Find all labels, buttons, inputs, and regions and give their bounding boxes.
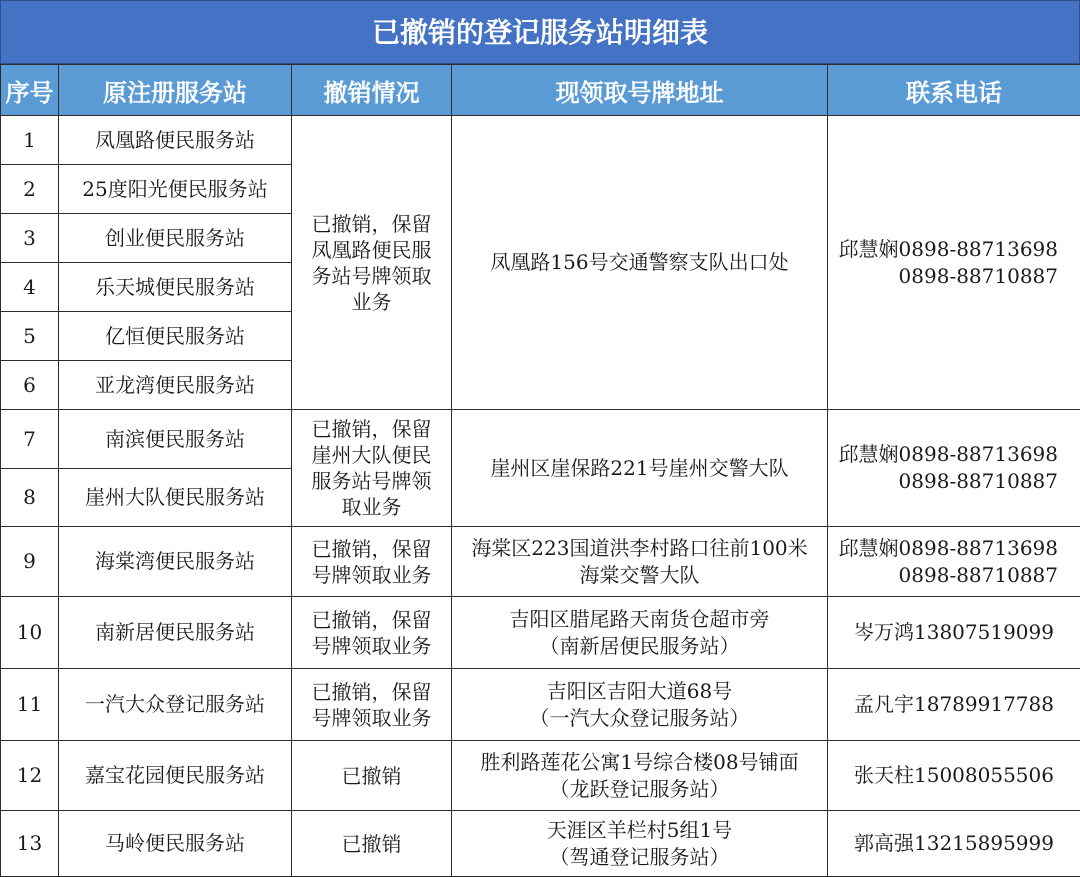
row-address bbox=[452, 527, 828, 597]
row-station: 亚龙湾便民服务站 bbox=[59, 361, 292, 410]
row-seq: 6 bbox=[1, 361, 59, 410]
row-station: 亿恒便民服务站 bbox=[59, 312, 292, 361]
row-seq: 5 bbox=[1, 312, 59, 361]
table-row bbox=[1, 741, 1080, 811]
table-row bbox=[1, 116, 1080, 165]
contact-line: 0898-88710887 bbox=[832, 468, 1058, 495]
row-contact bbox=[828, 527, 1080, 597]
table-title: 已撤销的登记服务站明细表 bbox=[0, 0, 1080, 64]
row-seq: 7 bbox=[1, 410, 59, 469]
row-status: 已撤销，保留崖州大队便民服务站号牌领取业务 bbox=[292, 410, 452, 527]
column-header-seq: 序号 bbox=[1, 65, 59, 116]
address-line: 海棠区223国道洪李村路口往前100米 bbox=[456, 535, 823, 562]
table-row bbox=[1, 410, 1080, 469]
address-line: （龙跃登记服务站） bbox=[456, 776, 823, 803]
row-seq: 1 bbox=[1, 116, 59, 165]
row-status: 已撤销 bbox=[292, 811, 452, 877]
column-header-address: 现领取号牌地址 bbox=[452, 65, 828, 116]
row-contact: 孟凡宇18789917788 bbox=[828, 669, 1080, 741]
row-address bbox=[452, 669, 828, 741]
row-address: 崖州区崖保路221号崖州交警大队 bbox=[452, 410, 828, 527]
column-header-station: 原注册服务站 bbox=[59, 65, 292, 116]
row-seq: 9 bbox=[1, 527, 59, 597]
row-station: 崖州大队便民服务站 bbox=[59, 469, 292, 527]
row-station: 马岭便民服务站 bbox=[59, 811, 292, 877]
address-line: 海棠交警大队 bbox=[456, 562, 823, 589]
row-contact: 岑万鸿13807519099 bbox=[828, 597, 1080, 669]
contact-line: 邱慧娴0898-88713698 bbox=[832, 535, 1058, 562]
column-header-status: 撤销情况 bbox=[292, 65, 452, 116]
row-seq: 2 bbox=[1, 165, 59, 214]
row-status: 已撤销，保留号牌领取业务 bbox=[292, 527, 452, 597]
row-address: 凤凰路156号交通警察支队出口处 bbox=[452, 116, 828, 410]
table-row bbox=[1, 527, 1080, 597]
row-seq: 13 bbox=[1, 811, 59, 877]
table-row bbox=[1, 669, 1080, 741]
row-status: 已撤销 bbox=[292, 741, 452, 811]
address-line: （驾通登记服务站） bbox=[456, 844, 823, 871]
column-header-contact: 联系电话 bbox=[828, 65, 1080, 116]
row-seq: 12 bbox=[1, 741, 59, 811]
table-row bbox=[1, 811, 1080, 877]
row-station: 25度阳光便民服务站 bbox=[59, 165, 292, 214]
row-station: 创业便民服务站 bbox=[59, 214, 292, 263]
row-seq: 11 bbox=[1, 669, 59, 741]
header-row bbox=[1, 65, 1080, 116]
address-line: 胜利路莲花公寓1号综合楼08号铺面 bbox=[456, 749, 823, 776]
address-line: 天涯区羊栏村5组1号 bbox=[456, 817, 823, 844]
address-line: 吉阳区吉阳大道68号 bbox=[456, 678, 823, 705]
row-station: 南新居便民服务站 bbox=[59, 597, 292, 669]
row-station: 南滨便民服务站 bbox=[59, 410, 292, 469]
row-address bbox=[452, 811, 828, 877]
address-line: 吉阳区腊尾路天南货仓超市旁 bbox=[456, 606, 823, 633]
address-line: （一汽大众登记服务站） bbox=[456, 705, 823, 732]
row-address bbox=[452, 741, 828, 811]
row-station: 乐天城便民服务站 bbox=[59, 263, 292, 312]
row-contact: 张天柱15008055506 bbox=[828, 741, 1080, 811]
address-line: （南新居便民服务站） bbox=[456, 633, 823, 660]
row-station: 一汽大众登记服务站 bbox=[59, 669, 292, 741]
row-station: 海棠湾便民服务站 bbox=[59, 527, 292, 597]
contact-line: 邱慧娴0898-88713698 bbox=[832, 236, 1058, 263]
row-station: 嘉宝花园便民服务站 bbox=[59, 741, 292, 811]
row-seq: 4 bbox=[1, 263, 59, 312]
revoked-stations-table bbox=[0, 64, 1080, 877]
row-status: 已撤销，保留号牌领取业务 bbox=[292, 669, 452, 741]
row-address bbox=[452, 597, 828, 669]
row-contact bbox=[828, 116, 1080, 410]
table-row bbox=[1, 597, 1080, 669]
row-seq: 10 bbox=[1, 597, 59, 669]
row-contact bbox=[828, 410, 1080, 527]
row-status: 已撤销，保留号牌领取业务 bbox=[292, 597, 452, 669]
row-station: 凤凰路便民服务站 bbox=[59, 116, 292, 165]
contact-line: 邱慧娴0898-88713698 bbox=[832, 441, 1058, 468]
row-contact: 郭高强13215895999 bbox=[828, 811, 1080, 877]
row-status: 已撤销，保留凤凰路便民服务站号牌领取业务 bbox=[292, 116, 452, 410]
contact-line: 0898-88710887 bbox=[832, 263, 1058, 290]
contact-line: 0898-88710887 bbox=[832, 562, 1058, 589]
row-seq: 3 bbox=[1, 214, 59, 263]
row-seq: 8 bbox=[1, 469, 59, 527]
